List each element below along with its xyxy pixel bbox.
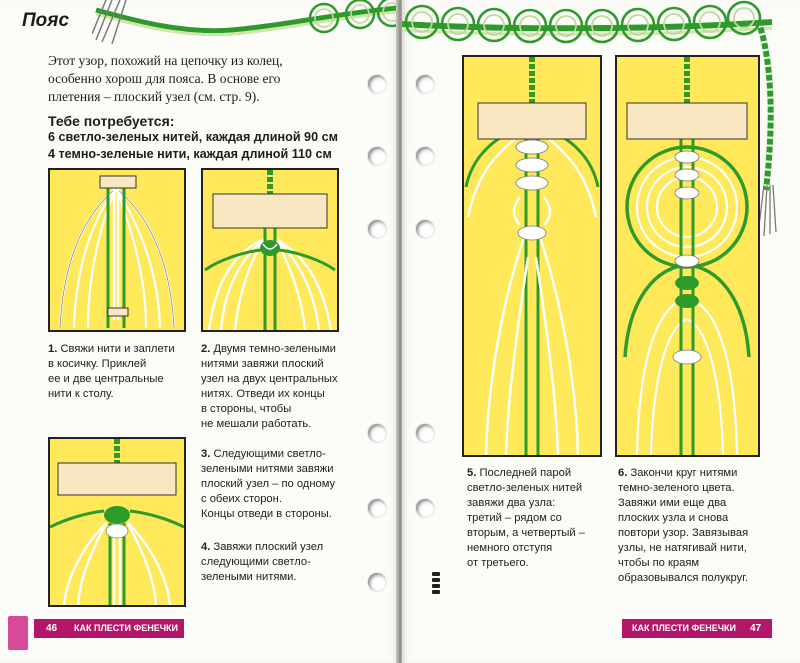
step-line: в косичку. Приклей xyxy=(48,358,147,370)
step-line: немного отступя xyxy=(467,542,553,554)
intro-line: Этот узор, похожий на цепочку из колец, xyxy=(48,53,283,68)
step-4-text xyxy=(201,540,351,585)
page-number: 47 xyxy=(750,623,762,634)
step-line: Закончи круг нитями xyxy=(630,467,738,479)
binder-hole xyxy=(368,220,386,238)
step-number: 1. xyxy=(48,343,58,355)
step-line: узел на двух центральных xyxy=(201,373,338,385)
step-line: ее и две центральные xyxy=(48,373,164,385)
step-number: 6. xyxy=(618,467,628,479)
intro-line: особенно хорош для пояса. В основе его xyxy=(48,71,281,86)
step-2-text xyxy=(201,342,351,432)
step-line: третий – рядом со xyxy=(467,512,562,524)
right-page xyxy=(402,0,800,663)
step-line: нитями завяжи плоский xyxy=(201,358,324,370)
materials-list xyxy=(48,129,378,163)
step-line: с обеих сторон. xyxy=(201,493,282,505)
crop-mark xyxy=(8,616,28,650)
intro-text xyxy=(48,52,348,106)
step-line: в стороны, чтобы xyxy=(201,403,292,415)
binder-hole xyxy=(416,220,434,238)
step-line: зелеными нитями завяжи xyxy=(201,463,334,475)
step-line: образовывался полукруг. xyxy=(618,572,749,584)
binder-hole xyxy=(368,499,386,517)
step-line: повтори узор. Завязывая xyxy=(618,527,749,539)
step-3-illustration xyxy=(48,437,186,607)
binder-hole xyxy=(368,75,386,93)
step-line: узлы, не натягивай нити, xyxy=(618,542,747,554)
step-1-text xyxy=(48,342,193,402)
materials-item: 4 темно-зеленые нити, каждая длиной 110 см xyxy=(48,147,332,161)
step-line: чтобы по краям xyxy=(618,557,700,569)
step-line: зелеными нитями. xyxy=(201,571,297,583)
page-footer xyxy=(34,619,184,638)
binder-hole xyxy=(416,499,434,517)
step-line: плоских узла и снова xyxy=(618,512,729,524)
step-line: Следующими светло- xyxy=(213,448,326,460)
materials-item: 6 светло-зеленых нитей, каждая длиной 90 см xyxy=(48,130,338,144)
step-6-illustration xyxy=(615,55,760,457)
binder-hole xyxy=(416,424,434,442)
page-number: 46 xyxy=(46,623,58,634)
binder-hole xyxy=(416,75,434,93)
footer-label: КАК ПЛЕСТИ ФЕНЕЧКИ xyxy=(632,623,736,633)
step-3-text xyxy=(201,447,351,522)
step-line: Двумя темно-зелеными xyxy=(213,343,336,355)
step-line: нитях. Отведи их концы xyxy=(201,388,325,400)
step-number: 2. xyxy=(201,343,211,355)
binder-hole xyxy=(368,424,386,442)
step-line: завяжи два узла: xyxy=(467,497,556,509)
step-6-text xyxy=(618,466,778,586)
step-5-illustration xyxy=(462,55,602,457)
page-title: Пояс xyxy=(22,10,70,31)
intro-line: плетения – плоский узел (см. стр. 9). xyxy=(48,89,260,104)
page-footer xyxy=(622,619,772,638)
step-line: Завяжи ими еще два xyxy=(618,497,727,509)
left-page xyxy=(0,0,398,663)
step-line: Завяжи плоский узел xyxy=(213,541,324,553)
step-line: Последней парой xyxy=(479,467,572,479)
materials-heading: Тебе потребуется: xyxy=(48,113,175,129)
step-line: нити к столу. xyxy=(48,388,114,400)
step-line: от третьего. xyxy=(467,557,529,569)
step-line: следующими светло- xyxy=(201,556,311,568)
binder-hole xyxy=(368,147,386,165)
step-line: темно-зеленого цвета. xyxy=(618,482,735,494)
binder-marks xyxy=(432,572,440,594)
footer-label: КАК ПЛЕСТИ ФЕНЕЧКИ xyxy=(74,623,178,633)
step-number: 4. xyxy=(201,541,211,553)
step-5-text xyxy=(467,466,612,571)
step-1-illustration xyxy=(48,168,186,332)
step-line: Свяжи нити и заплети xyxy=(60,343,175,355)
step-line: светло-зеленых нитей xyxy=(467,482,583,494)
binder-hole xyxy=(368,573,386,591)
step-number: 5. xyxy=(467,467,477,479)
step-line: Концы отведи в стороны. xyxy=(201,508,332,520)
step-line: не мешали работать. xyxy=(201,418,312,430)
step-line: плоский узел – по одному xyxy=(201,478,336,490)
step-number: 3. xyxy=(201,448,211,460)
binder-hole xyxy=(416,147,434,165)
step-line: вторым, а четвертый – xyxy=(467,527,585,539)
step-2-illustration xyxy=(201,168,339,332)
belt-illustration-left xyxy=(92,0,398,44)
